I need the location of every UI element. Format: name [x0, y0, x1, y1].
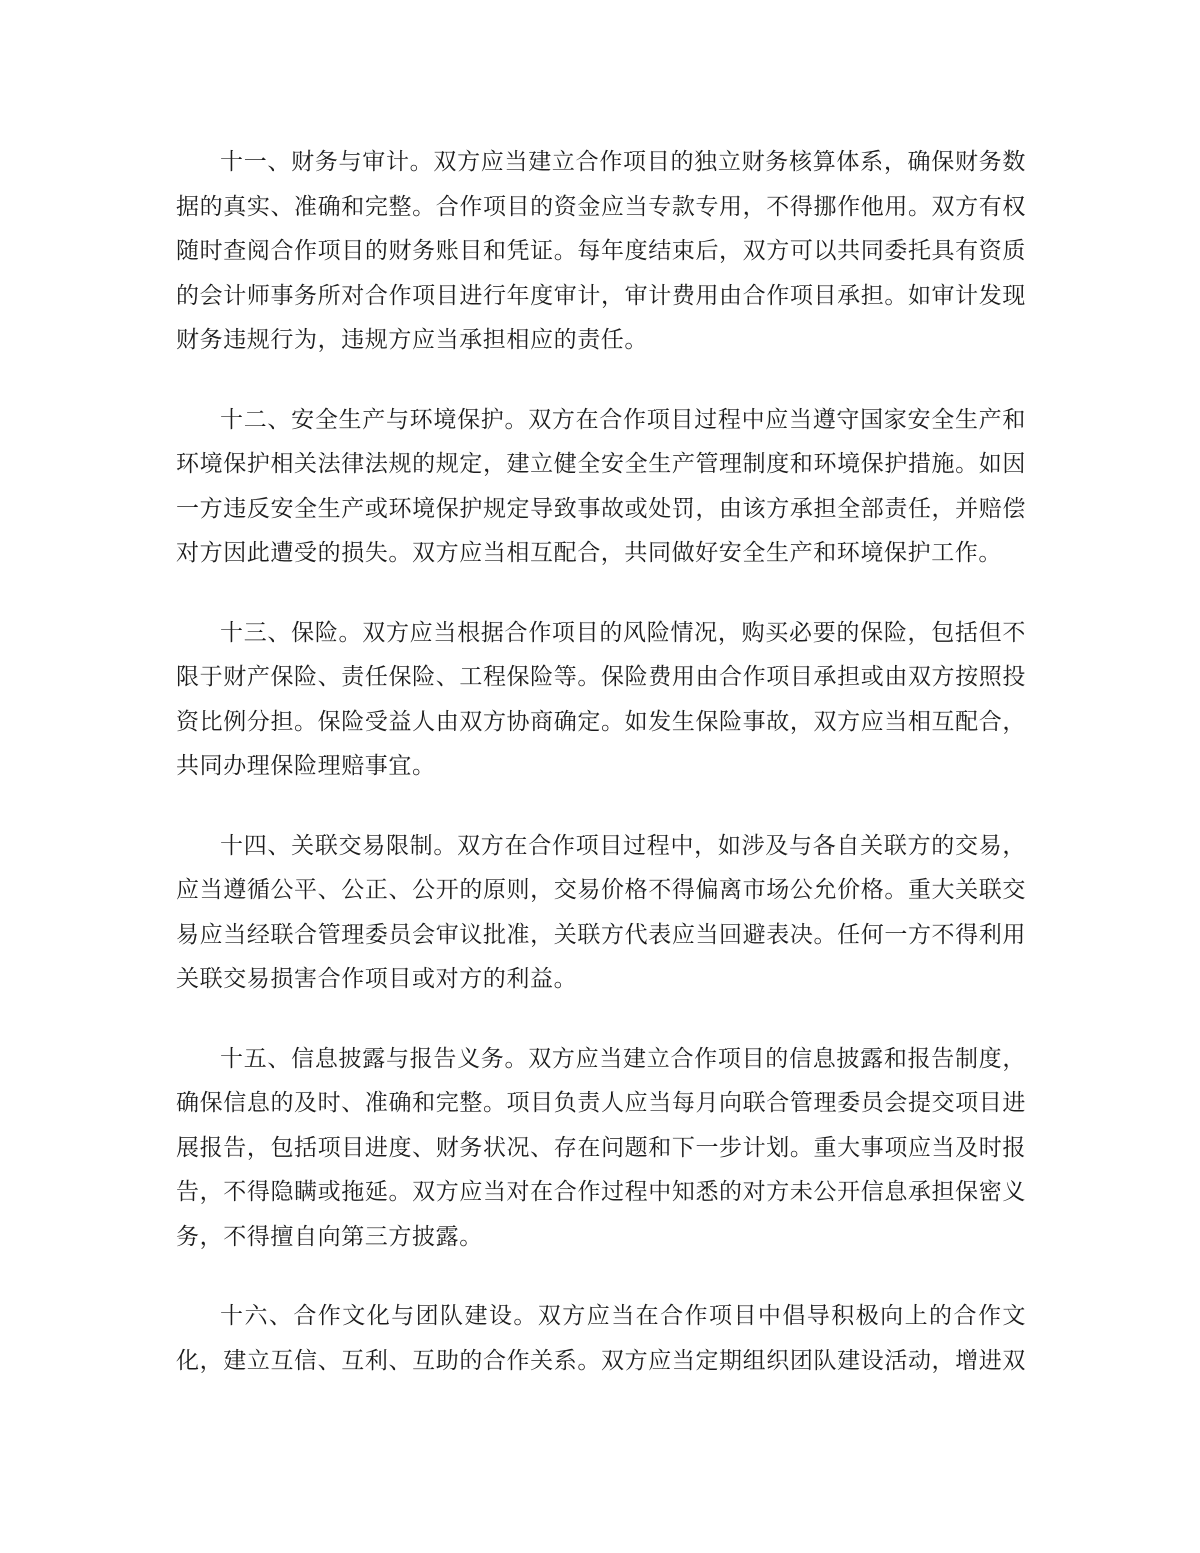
clause-13-line-3: 资比例分担。保险受益人由双方协商确定。如发生保险事故，双方应当相互配合， — [176, 708, 1026, 735]
clause-12-line-1: 十二、安全生产与环境保护。双方在合作项目过程中应当遵守国家安全生产和 — [220, 406, 1026, 433]
clause-11-line-1: 十一、财务与审计。双方应当建立合作项目的独立财务核算体系，确保财务数 — [220, 149, 1026, 175]
clause-16-line-2: 化，建立互信、互利、互助的合作关系。双方应当定期组织团队建设活动，增进双 — [176, 1347, 1026, 1374]
clause-11-line-5: 财务违规行为，违规方应当承担相应的责任。 — [176, 327, 648, 353]
clause-11-line-3: 随时查阅合作项目的财务账目和凭证。每年度结束后，双方可以共同委托具有资质 — [176, 238, 1026, 264]
clause-11-line-2: 据的真实、准确和完整。合作项目的资金应当专款专用，不得挪作他用。双方有权 — [176, 193, 1026, 220]
clause-12 — [176, 398, 1026, 576]
clause-14-line-2: 应当遵循公平、公正、公开的原则，交易价格不得偏离市场公允价格。重大关联交 — [176, 877, 1026, 903]
clause-16-line-1: 十六、合作文化与团队建设。双方应当在合作项目中倡导积极向上的合作文 — [220, 1303, 1026, 1329]
clause-14-line-4: 关联交易损害合作项目或对方的利益。 — [176, 966, 578, 992]
document-body — [176, 140, 1026, 1418]
clause-15 — [176, 1037, 1026, 1260]
clause-11-line-4: 的会计师事务所对合作项目进行年度审计，审计费用由合作项目承担。如审计发现 — [176, 282, 1026, 309]
clause-15-line-1: 十五、信息披露与报告义务。双方应当建立合作项目的信息披露和报告制度， — [220, 1045, 1026, 1072]
clause-11 — [176, 140, 1026, 363]
clause-15-line-2: 确保信息的及时、准确和完整。项目负责人应当每月向联合管理委员会提交项目进 — [176, 1090, 1026, 1116]
clause-15-line-4: 告，不得隐瞒或拖延。双方应当对在合作过程中知悉的对方未公开信息承担保密义 — [176, 1179, 1026, 1205]
clause-12-line-4: 对方因此遭受的损失。双方应当相互配合，共同做好安全生产和环境保护工作。 — [176, 540, 1002, 566]
clause-13-line-2: 限于财产保险、责任保险、工程保险等。保险费用由合作项目承担或由双方按照投 — [176, 664, 1026, 690]
clause-13 — [176, 611, 1026, 789]
clause-15-line-3: 展报告，包括项目进度、财务状况、存在问题和下一步计划。重大事项应当及时报 — [176, 1134, 1026, 1161]
clause-12-line-3: 一方违反安全生产或环境保护规定导致事故或处罚，由该方承担全部责任，并赔偿 — [176, 495, 1026, 522]
clause-12-line-2: 环境保护相关法律法规的规定，建立健全安全生产管理制度和环境保护措施。如因 — [176, 451, 1026, 477]
clause-15-line-5: 务，不得擅自向第三方披露。 — [176, 1223, 483, 1250]
clause-14-line-1: 十四、关联交易限制。双方在合作项目过程中，如涉及与各自关联方的交易， — [220, 832, 1026, 859]
clause-16 — [176, 1294, 1026, 1383]
clause-14 — [176, 824, 1026, 1002]
clause-13-line-1: 十三、保险。双方应当根据合作项目的风险情况，购买必要的保险，包括但不 — [220, 619, 1026, 646]
clause-14-line-3: 易应当经联合管理委员会审议批准，关联方代表应当回避表决。任何一方不得利用 — [176, 921, 1026, 948]
clause-13-line-4: 共同办理保险理赔事宜。 — [176, 753, 436, 779]
